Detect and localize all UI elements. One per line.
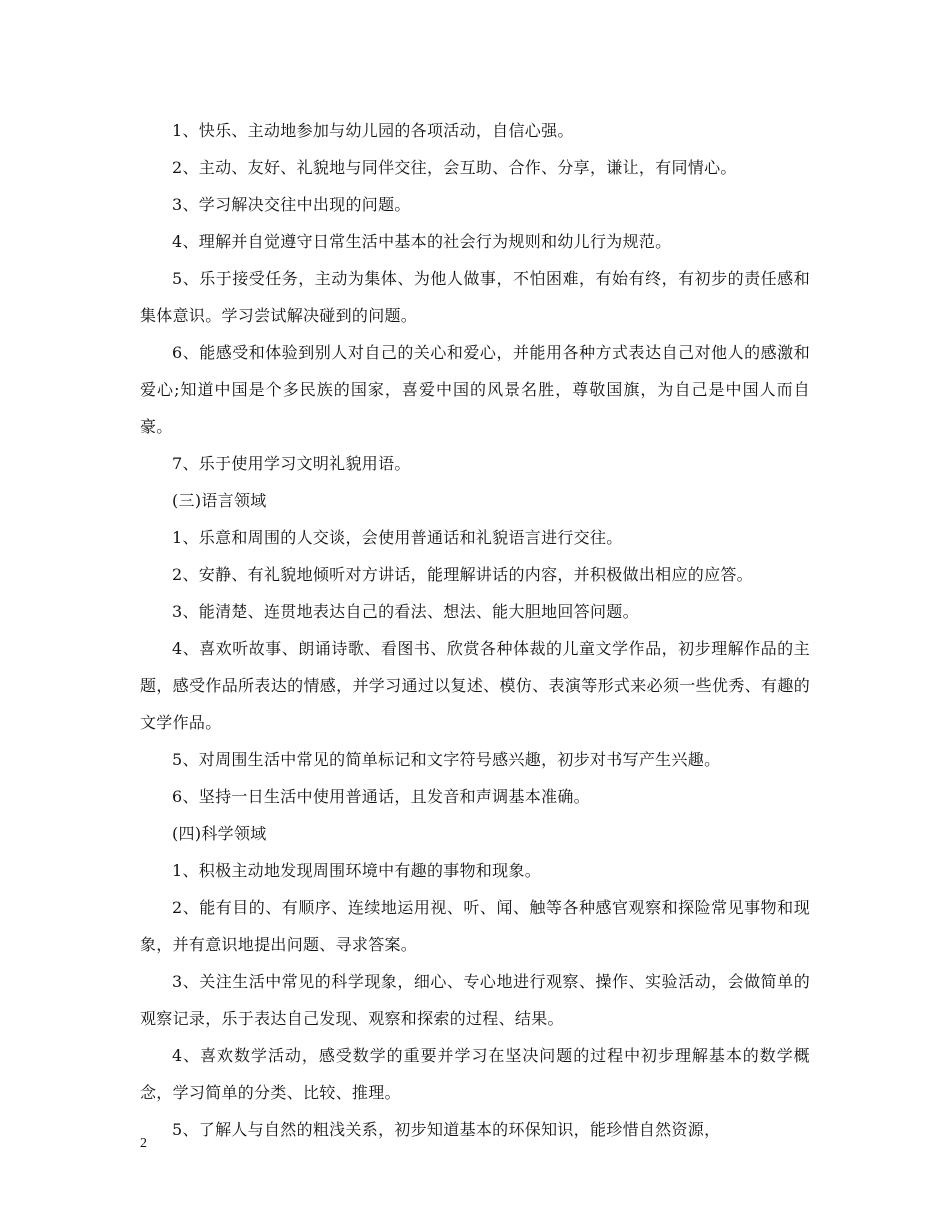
document-body <box>140 112 810 1148</box>
paragraph: 3、关注生活中常见的科学现象，细心、专心地进行观察、操作、实验活动，会做简单的观察记录，乐于表达自己发现、观察和探索的过程、结果。 <box>140 972 810 1028</box>
paragraph: 5、乐于接受任务，主动为集体、为他人做事，不怕困难，有始有终，有初步的责任感和集体意识。学习尝试解决碰到的问题。 <box>140 269 810 325</box>
paragraph: 7、乐于使用学习文明礼貌用语。 <box>172 454 411 473</box>
paragraph: 6、坚持一日生活中使用普通话，且发音和声调基本准确。 <box>172 787 590 806</box>
paragraph: 1、乐意和周围的人交谈，会使用普通话和礼貌语言进行交往。 <box>172 528 623 547</box>
page-number: 2 <box>140 1136 147 1151</box>
paragraph: 2、主动、友好、礼貌地与同伴交往，会互助、合作、分享，谦让，有同情心。 <box>172 158 737 177</box>
paragraph: 4、喜欢数学活动，感受数学的重要并学习在坚决问题的过程中初步理解基本的数学概念，学习简单的分类、比较、推理。 <box>140 1046 810 1102</box>
paragraph: 2、安静、有礼貌地倾听对方讲话，能理解讲话的内容，并积极做出相应的应答。 <box>172 565 753 584</box>
paragraph: 1、积极主动地发现周围环境中有趣的事物和现象。 <box>172 861 542 880</box>
paragraph: 4、喜欢听故事、朗诵诗歌、看图书、欣赏各种体裁的儿童文学作品，初步理解作品的主题，感受作品所表达的情感，并学习通过以复述、模仿、表演等形式来必须一些优秀、有趣的文学作品。 <box>140 639 810 732</box>
paragraph: 5、对周围生活中常见的简单标记和文字符号感兴趣，初步对书写产生兴趣。 <box>172 750 721 769</box>
section-heading-science: (四)科学领域 <box>172 824 267 843</box>
paragraph: 2、能有目的、有顺序、连续地运用视、听、闻、触等各种感官观察和探险常见事物和现象，并有意识地提出问题、寻求答案。 <box>140 898 810 954</box>
paragraph: 5、了解人与自然的粗浅关系，初步知道基本的环保知识，能珍惜自然资源， <box>172 1120 721 1139</box>
section-heading-language: (三)语言领域 <box>172 491 267 510</box>
paragraph: 3、能清楚、连贯地表达自己的看法、想法、能大胆地回答问题。 <box>172 602 639 621</box>
paragraph: 6、能感受和体验到别人对自己的关心和爱心，并能用各种方式表达自己对他人的感激和爱心;知道中国是个多民族的国家，喜爱中国的风景名胜，尊敬国旗，为自己是中国人而自豪。 <box>140 343 810 436</box>
paragraph: 1、快乐、主动地参加与幼儿园的各项活动，自信心强。 <box>172 121 574 140</box>
paragraph: 4、理解并自觉遵守日常生活中基本的社会行为规则和幼儿行为规范。 <box>172 232 672 251</box>
paragraph: 3、学习解决交往中出现的问题。 <box>172 195 411 214</box>
